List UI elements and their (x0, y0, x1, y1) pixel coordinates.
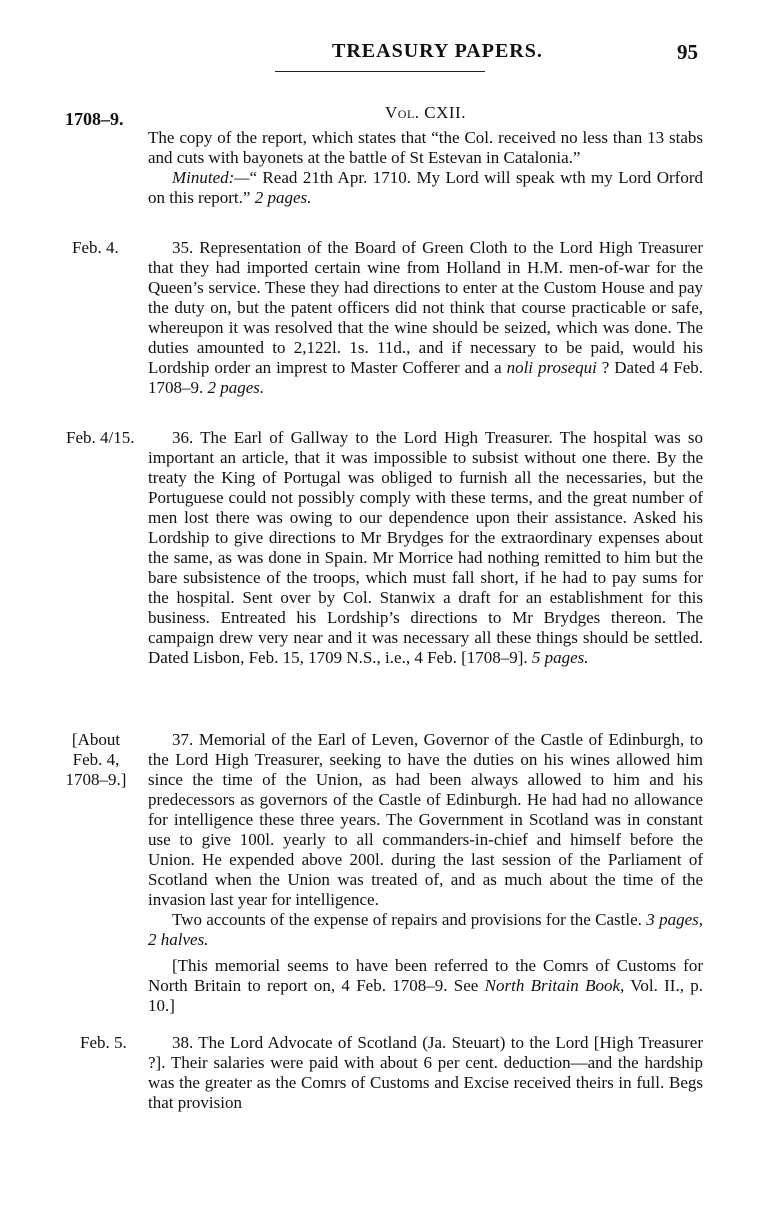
intro-minuted: Minuted:—“ Read 21th Apr. 1710. My Lord will speak wth my Lord Orford on this report.” 2 pages. (148, 168, 703, 207)
entry-text: 36. The Earl of Gallway to the Lord High Treasurer. The hospital was so important an article, that it was impossible to subsist without one there. By the treaty the King of Portugal was obliged to furnish all the necessaries, but the Portuguese could not possibly comply with these terms, and the great number of men lost there was owing to our dependence upon their assistance. Asked his Lordship to give directions to Mr Brydges for the extraordinary expenses about the same, as was done in Spain. Mr Morrice had nothing remitted to him but the bare subsistence of the troops, which must fall short, if he had to pay sums for the hospital. Sent over by Col. Stanwix a draft for an establishment for this business. Entreated his Lordship’s directions to Mr Brydges thereon. The campaign drew very near and it was necessary all these things should be settled. Dated Lisbon, Feb. 15, 1709 N.S., i.e., 4 Feb. [1708–9]. 5 pages. (148, 428, 703, 667)
intro-block (148, 128, 703, 208)
volume-heading: Vol. CXII. (385, 103, 466, 122)
entry-36 (148, 428, 703, 668)
entry-37 (148, 730, 703, 1016)
entry-text: 37. Memorial of the Earl of Leven, Governor of the Castle of Edinburgh, to the Lord High Treasurer, seeking to have the duties on his wines allowed him since the time of the Union, as had been always allowed to him and his predecessors as governors of the Castle of Edinburgh. He had had no allowance for intelligence these three years. The Government in Scotland was in constant use to give 100l. yearly to all commanders-in-chief and himself before the Union. He expended above 200l. during the last session of the Parliament of Scotland when the Union was treated of, and as much about the time of the invasion last year for intelligence. (148, 730, 703, 909)
entry-date: Feb. 4/15. (66, 428, 135, 447)
running-title: TREASURY PAPERS. (332, 40, 543, 62)
entry-accounts: Two accounts of the expense of repairs and provisions for the Castle. 3 pages, 2 halves. (148, 910, 703, 949)
entry-note: [This memorial seems to have been referred to the Comrs of Customs for North Britain to report on, 4 Feb. 1708–9. See North Britain Book, Vol. II., p. 10.] (148, 956, 703, 1015)
year-margin: 1708–9. (65, 109, 124, 129)
entry-text: 38. The Lord Advocate of Scotland (Ja. Steuart) to the Lord [High Treasurer ?]. Their salaries were paid with about 6 per cent. deduction—and the hardship was the greater as the Comrs of Customs and Excise received theirs in full. Begs that provision (148, 1033, 703, 1112)
entry-text: 35. Representation of the Board of Green Cloth to the Lord High Treasurer that they had imported certain wine from Holland in H.M. men-of-war for the Queen’s service. These they had directions to enter at the Custom House and pay the duty on, but the patent officers did not think that course practicable or safe, whereupon it was resolved that the wine should be seized, which was done. The duties amounted to 2,122l. 1s. 11d., and if necessary to be paid, would his Lordship order an imprest to Master Cofferer and a noli prosequi ? Dated 4 Feb. 1708–9. 2 pages. (148, 238, 704, 397)
entry-date: Feb. 4. (72, 238, 119, 257)
page-number: 95 (677, 40, 698, 64)
entry-38 (148, 1033, 703, 1113)
entry-35 (148, 238, 703, 398)
header-rule (275, 71, 485, 72)
page-header (0, 40, 770, 70)
intro-paragraph: The copy of the report, which states that “the Col. received no less than 13 stabs and cuts with bayonets at the battle of St Estevan in Catalonia.” (148, 128, 703, 167)
entry-date: [About Feb. 4, 1708–9.] (65, 730, 127, 789)
entry-date: Feb. 5. (80, 1033, 127, 1052)
